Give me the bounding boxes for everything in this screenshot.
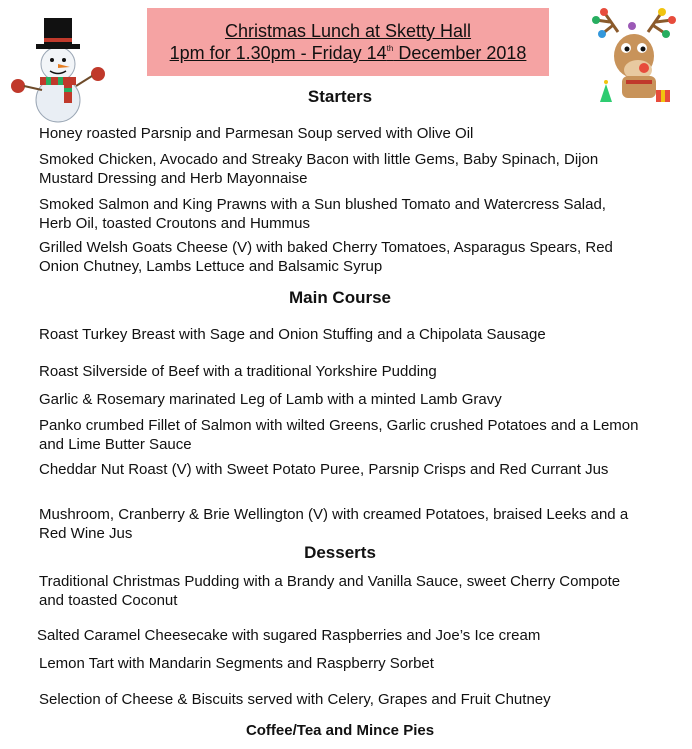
menu-item: Smoked Salmon and King Prawns with a Sun blushed Tomato and Watercress Salad, Herb Oil, toasted Croutons and Hummus <box>39 196 606 232</box>
section-heading-desserts: Desserts <box>304 543 376 562</box>
event-date-suffix: December 2018 <box>393 43 527 63</box>
menu-item: Roast Silverside of Beef with a traditional Yorkshire Pudding <box>39 363 437 380</box>
event-title: Christmas Lunch at Sketty Hall <box>224 21 472 41</box>
snowman-icon <box>6 14 110 124</box>
menu-item: Cheddar Nut Roast (V) with Sweet Potato Puree, Parsnip Crisps and Red Currant Jus <box>39 461 609 478</box>
menu-item: Smoked Chicken, Avocado and Streaky Bacon with little Gems, Baby Spinach, Dijon Mustard Dressing and Herb Mayonnaise <box>39 151 599 187</box>
menu-item: Garlic & Rosemary marinated Leg of Lamb with a minted Lamb Gravy <box>39 391 502 408</box>
event-date-prefix: 1pm for 1.30pm - Friday 14 <box>169 43 387 63</box>
menu-item: Roast Turkey Breast with Sage and Onion Stuffing and a Chipolata Sausage <box>39 326 546 343</box>
menu-item: Grilled Welsh Goats Cheese (V) with baked Cherry Tomatoes, Asparagus Spears, Red Onion Chutney, Lambs Lettuce and Balsamic Syrup <box>39 239 613 275</box>
title-box <box>147 8 549 76</box>
section-heading-main-course: Main Course <box>288 288 392 307</box>
event-date-ordinal: th <box>386 44 394 53</box>
menu-item: Panko crumbed Fillet of Salmon with wilted Greens, Garlic crushed Potatoes and a Lemon and Lime Butter Sauce <box>39 417 639 453</box>
footer-note: Coffee/Tea and Mince Pies <box>245 722 435 739</box>
menu-item: Lemon Tart with Mandarin Segments and Raspberry Sorbet <box>39 655 434 672</box>
menu-item: Selection of Cheese & Biscuits served with Celery, Grapes and Fruit Chutney <box>39 691 551 708</box>
menu-item: Traditional Christmas Pudding with a Brandy and Vanilla Sauce, sweet Cherry Compote and toasted Coconut <box>39 573 621 609</box>
menu-item: Salted Caramel Cheesecake with sugared Raspberries and Joe’s Ice cream <box>37 627 541 644</box>
menu-item: Honey roasted Parsnip and Parmesan Soup served with Olive Oil <box>39 125 474 142</box>
menu-item: Mushroom, Cranberry & Brie Wellington (V) with creamed Potatoes, braised Leeks and a Red Wine Jus <box>39 506 629 542</box>
section-heading-starters: Starters <box>307 87 373 106</box>
event-date <box>147 43 549 64</box>
